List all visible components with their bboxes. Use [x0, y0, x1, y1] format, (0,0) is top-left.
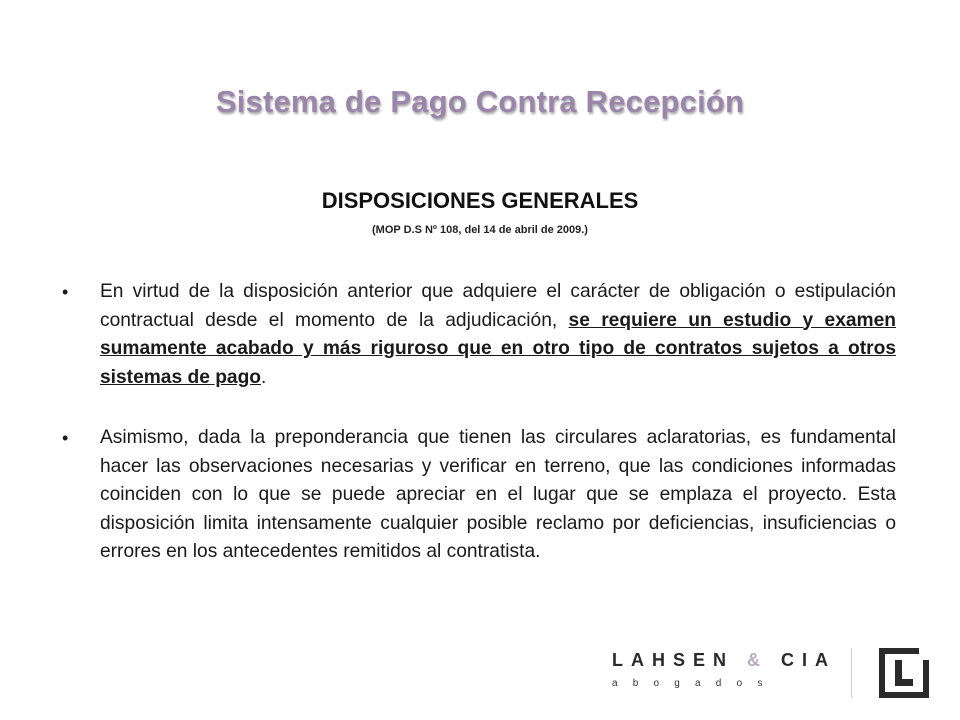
bullet-text: Asimismo, dada la preponderancia que tienen las circulares aclaratorias, es fundamental hacer las observaciones necesarias y verificar en terreno, que las condiciones informadas coinciden con lo que se puede apreciar en el lugar que se emplaza el proyecto. Esta disposición limita intensamente cualquier posible reclamo por deficiencias, insuficiencias o errores en los antecedentes remitidos al contratista.	[100, 427, 896, 562]
logo-subtitle: abogados	[612, 678, 778, 689]
firm-logo	[612, 650, 842, 700]
bullet-dot-icon: •	[62, 428, 69, 448]
bracket-l-icon	[877, 646, 931, 700]
logo-name	[612, 650, 842, 671]
bullet-text: En virtud de la disposición anterior que adquiere el carácter de obligación o estipulación contractual desde el momento de la adjudicación,	[100, 281, 896, 331]
slide-title: Sistema de Pago Contra Recepción	[215, 84, 745, 119]
bullet-list	[62, 278, 896, 567]
section-heading: DISPOSICIONES GENERALES	[321, 188, 639, 213]
bullet-dot-icon: •	[62, 282, 69, 302]
logo-name-part2: CIA	[781, 650, 837, 670]
source-citation: (MOP D.S Nº 108, del 14 de abril de 2009.)	[372, 224, 588, 236]
bullet-item	[62, 424, 896, 567]
bullet-item	[62, 278, 896, 392]
logo-divider	[851, 648, 852, 698]
bullet-emphasis: se requiere un estudio y examen sumamente acabado y más riguroso que en otro tipo de contratos sujetos a otros sistemas de pago	[100, 309, 896, 388]
logo-name-part1: LAHSEN	[612, 650, 735, 670]
bullet-text-end: .	[261, 366, 267, 388]
logo-ampersand: &	[747, 650, 769, 670]
